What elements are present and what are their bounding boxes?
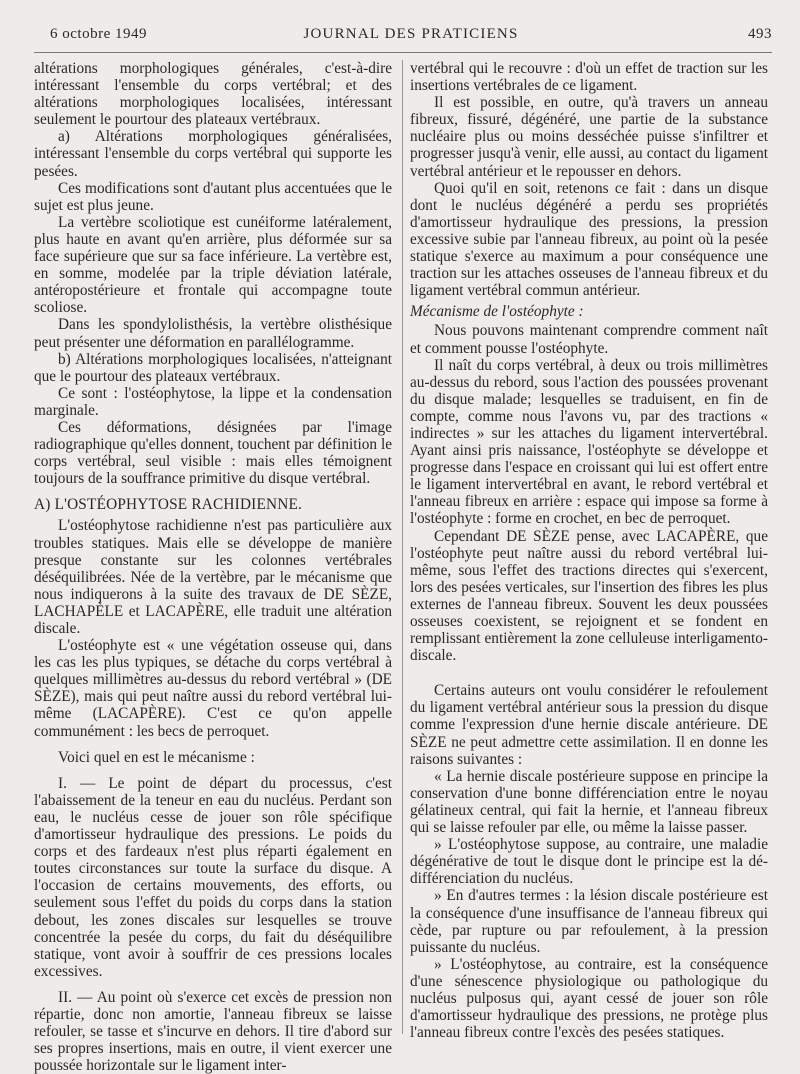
header-rule [34, 52, 772, 53]
issue-date: 6 octobre 1949 [50, 26, 147, 42]
paragraph: altérations morphologiques générales, c'est-à-dire intéressant l'ensemble du corps vertébral; et des altérations morphologiques localisées, intéressant seulement le pourtour des plateaux vertébraux. [34, 60, 392, 129]
paragraph: Certains auteurs ont voulu considérer le refoulement du ligament vertébral antérieur sous la pression du disque comme l'expression d'une hernie discale antérieure. DE SÈZE ne peut admettre cette assimilation. Il en donne les raisons suivantes : [410, 682, 768, 768]
column-divider [402, 60, 403, 1034]
paragraph: « La hernie discale postérieure suppose en principe la conservation d'une bonne différenciation entre le noyau gélatineux central, qui fait la hernie, et l'anneau fibreux qui se laisse refouler par elle, ou même la laisse passer. [410, 767, 768, 837]
running-header [50, 26, 772, 48]
paragraph: » L'ostéophytose suppose, au contraire, une maladie dégénérative de tout le disque dont le principe est la dé-différenciation du nucléus. [410, 836, 768, 888]
paragraph: Quoi qu'il en soit, retenons ce fait : dans un disque dont le nucléus dégénéré a perdu ses propriétés d'amortisseur hydraulique des pressions, la pression excessive subie par l'anneau fibreux, au point où la pesée statique s'exerce au maximum a pour conséquence une traction sur les attaches osseuses de l'anneau fibreux et du ligament vertébral commun antérieur. [410, 179, 768, 300]
paragraph: L'ostéophyte est « une végétation osseuse qui, dans les cas les plus typiques, se détache du corps vertébral à quelques millimètres au-dessus du rebord vertébral » (DE SÈZE), mais qui peut naître aussi du rebord vertébral lui-même (LACAPÈRE). C'est ce qu'on appelle communément : les becs de perroquet. [34, 637, 392, 740]
paragraph-gap [34, 740, 392, 749]
paragraph: Dans les spondylolisthésis, la vertèbre olisthésique peut présenter une déformation en parallélogramme. [34, 316, 392, 351]
right-column [410, 60, 768, 1042]
paragraph: L'ostéophytose rachidienne n'est pas particulière aux troubles statiques. Mais elle se développe de manière presque constante sur les colonnes vertébrales déséquilibrées. Née de la vertèbre, par le mécanisme que nous indiquerons à la suite des travaux de DE SÈZE, LACHAPÈLE et LACAPÈRE, elle traduit une altération discale. [34, 517, 392, 637]
paragraph: Voici quel en est le mécanisme : [58, 748, 255, 766]
paragraph-gap [34, 980, 392, 989]
paragraph-gap [34, 766, 392, 775]
subsection-heading: Mécanisme de l'ostéophyte : [410, 303, 584, 321]
paragraph: Cependant DE SÈZE pense, avec LACAPÈRE, que l'ostéophyte peut naître aussi du rebord vertébral lui-même, sous l'effet des tractions directes qui s'exercent, lors des pesées verticales, sur l'insertion des fibres les plus externes de l'anneau fibreux. Souvent les deux poussées osseuses coexistent, se rejoignent et se fondent en remplissant entièrement la zone celluleuse interligamento-discale. [410, 527, 768, 665]
paragraph: vertébral qui le recouvre : d'où un effet de traction sur les insertions vertébrales de ce ligament. [410, 60, 768, 95]
page-number: 493 [748, 26, 772, 42]
paragraph: » L'ostéophytose, au contraire, est la conséquence d'une sénescence physiologique ou pathologique du nucléus pulposus qui, ayant cessé de jouer son rôle d'amortisseur hydraulique des pressions, ne protège plus l'anneau fibreux contre l'excès des pesées statiques. [410, 955, 768, 1042]
paragraph: Ces déformations, désignées par l'image radiographique qu'elles donnent, touchent par définition le corps vertébral, seul visible : mais elles témoignent toujours de la souffrance primitive du disque vertébral. [34, 418, 392, 488]
paragraph: Il naît du corps vertébral, à deux ou trois millimètres au-dessus du rebord, sous l'action des poussées provenant du disque malade; lesquelles se traduisent, en fin de compte, comme nous l'avons vu, par des tractions « indirectes » sur les attaches du ligament intervertébral. Ayant ainsi pris naissance, l'ostéophyte se développe et progresse dans l'espace en croissant qui lui est offert entre le ligament intervertébral en avant, le rebord vertébral et l'anneau fibreux en arrière : espace qui impose sa forme à l'ostéophyte : forme en crochet, en bec de perroquet. [410, 356, 768, 528]
paragraph: Il est possible, en outre, qu'à travers un anneau fibreux, fissuré, dégénéré, une partie de la substance nucléaire plus ou moins desséchée puisse s'infiltrer et progresser jusqu'à venir, elle aussi, au contact du ligament vertébral antérieur et le repousser en dehors. [410, 94, 768, 180]
paragraph: a) Altérations morphologiques généralisées, intéressant l'ensemble du corps vertébral qui supporte les pesées. [34, 128, 392, 180]
paragraph: I. — Le point de départ du processus, c'est l'abaissement de la teneur en eau du nucléus. Perdant son eau, le nucléus cesse de jouer son rôle spécifique d'amortisseur hydraulique des pressions. Le poids du corps et des fardeaux n'est plus réparti également en toutes circonstances sur toute la surface du disque. A l'occasion de certains mouvements, des efforts, ou seulement sous l'effet du poids du corps dans la station debout, les zones discales sur lesquelles se trouve concentrée la pesée du corps, du fait du déséquilibre statique, vont avoir à souffrir de ces pressions locales excessives. [34, 774, 392, 980]
section-heading: A) L'OSTÉOPHYTOSE RACHIDIENNE. [34, 496, 303, 514]
section-gap [410, 664, 768, 682]
paragraph: La vertèbre scoliotique est cunéiforme latéralement, plus haute en avant qu'en arrière, plus déformée sur sa face supérieure que sur sa face inférieure. La vertèbre est, en somme, modelée par la triple déviation latérale, antéropostérieure et frontale qui accompagne toute scoliose. [34, 213, 392, 317]
paragraph: Nous pouvons maintenant comprendre comment naît et comment pousse l'ostéophyte. [410, 322, 768, 357]
journal-title: JOURNAL DES PRATICIENS [303, 26, 519, 42]
paragraph: II. — Au point où s'exerce cet excès de pression non répartie, donc non amortie, l'anneau fibreux se laisse refouler, se tasse et s'incurve en dehors. Il tire d'abord sur ses propres insertions, mais en outre, il vient exercer une poussée horizontale sur le ligament inter- [34, 988, 392, 1074]
paragraph: » En d'autres termes : la lésion discale postérieure est la conséquence d'une insuffisance de l'anneau fibreux qui cède, par rupture ou par refoulement, à la pression puissante du nucléus. [410, 887, 768, 956]
paragraph: Ce sont : l'ostéophytose, la lippe et la condensation marginale. [34, 384, 392, 419]
left-column [34, 60, 392, 1074]
paragraph: Ces modifications sont d'autant plus accentuées que le sujet est plus jeune. [34, 179, 392, 214]
paragraph: b) Altérations morphologiques localisées, n'atteignant que le pourtour des plateaux vertébraux. [34, 350, 392, 385]
